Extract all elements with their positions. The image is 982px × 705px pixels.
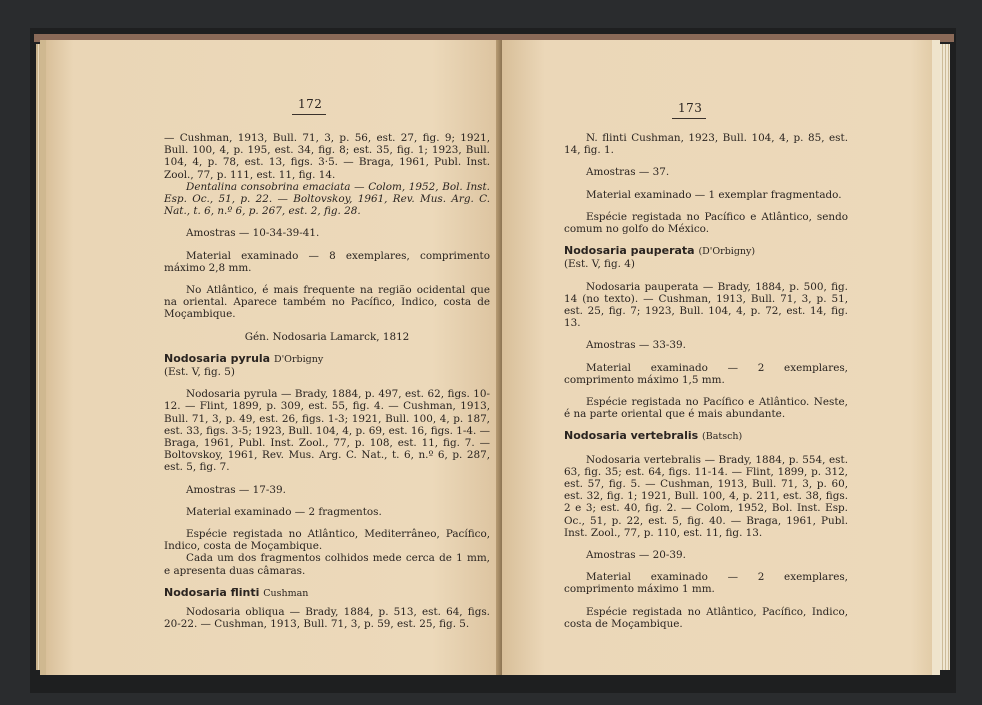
- species-author: (Batsch): [702, 431, 743, 443]
- species-name: Nodosaria vertebralis: [564, 429, 699, 443]
- samples-line: Amostras — 10-34-39-41.: [186, 227, 320, 240]
- distribution-paragraph: Espécie registada no Pacífico e Atlântico. Neste, é na parte oriental que é mais abundante.: [564, 396, 848, 421]
- samples-line: Amostras — 17-39.: [186, 483, 286, 496]
- page-edges-right: [940, 44, 950, 670]
- samples-line: Amostras — 37.: [586, 166, 670, 179]
- material-line: Material examinado — 2 fragmentos.: [186, 505, 382, 518]
- left-page-text: [164, 132, 490, 631]
- species-title: [564, 430, 848, 443]
- distribution-paragraph: Espécie registada no Pacífico e Atlântico, sendo comum no golfo do México.: [564, 210, 848, 236]
- synonymy-paragraph: Nodosaria pauperata — Brady, 1884, p. 500, fig. 14 (no texto). — Cushman, 1913, Bull. 71, 3, p. 51, est. 25, fig. 7; 1923, Bull. 104, 4, p. 72, est. 14, fig. 13.: [564, 280, 848, 330]
- notes-paragraph: Cada um dos fragmentos colhidos mede cerca de 1 mm, e apresenta duas câmaras.: [164, 552, 490, 577]
- left-page: [40, 40, 500, 675]
- species-name: Nodosaria pyrula: [164, 351, 271, 365]
- distribution-paragraph: No Atlântico, é mais frequente na região ocidental que na oriental. Aparece também no Pacífico, Indico, costa de Moçambique.: [164, 284, 490, 321]
- plate-reference: (Est. V, fig. 5): [164, 366, 235, 379]
- samples-line: Amostras — 33-39.: [586, 339, 686, 352]
- species-name: Nodosaria flinti: [164, 585, 260, 599]
- species-author: Cushman: [263, 587, 309, 599]
- right-page-text: [564, 132, 848, 630]
- species-title: [164, 587, 490, 600]
- citation-paragraph: — Cushman, 1913, Bull. 71, 3, p. 56, est. 27, fig. 9; 1921, Bull. 100, 4, p. 195, est. 34, fig. 8; est. 35, fig. 1; 1923, Bull. 104, 4, p. 78, est. 13, figs. 3·5. — Braga, 1961, Publ. Inst. Zool., 77, p. 111, est. 11, fig. 14.: [164, 132, 490, 181]
- right-page: [502, 40, 940, 675]
- samples-line: Amostras — 20-39.: [586, 549, 686, 562]
- synonymy-paragraph: Nodosaria vertebralis — Brady, 1884, p. 554, est. 63, fig. 35; est. 64, figs. 11-14. — Flint, 1899, p. 312, est. 57, fig. 5. — Cushman, 1913, Bull. 71, 3, p. 60, est. 32, fig. 1; 1921, Bull. 100, 4, p. 211, est. 38, figs. 2 e 3; est. 40, fig. 2. — Colom, 1952, Bol. Inst. Esp. Oc., 51, p. 22, est. 5, fig. 40. — Braga, 1961, Publ. Inst. Zool., 77, p. 110, est. 11, fig. 13.: [564, 453, 848, 539]
- material-line: Material examinado — 8 exemplares, comprimento máximo 2,8 mm.: [164, 249, 490, 274]
- synonymy-paragraph: Nodosaria pyrula — Brady, 1884, p. 497, est. 62, figs. 10-12. — Flint, 1899, p. 309, est. 55, fig. 4. — Cushman, 1913, Bull. 71, 3, p. 49, est. 26, figs. 1-3; 1921, Bull. 100, 4, p. 187, est. 33, figs. 3-5; 1923, Bull. 104, 4, p. 69, est. 16, figs. 1-4. — Braga, 1961, Publ. Inst. Zool., 77, p. 108, est. 11, fig. 7. — Boltovskoy, 1961, Rev. Mus. Arg. C. Nat., t. 6, n.º 6, p. 287, est. 5, fig. 7.: [164, 388, 490, 474]
- page-number: 173: [678, 101, 703, 115]
- synonymy-paragraph: Nodosaria obliqua — Brady, 1884, p. 513, est. 64, figs. 20-22. — Cushman, 1913, Bull. 71, 3, p. 59, est. 25, fig. 5.: [164, 606, 490, 631]
- species-title: [164, 353, 490, 366]
- species-name: Nodosaria pauperata: [564, 244, 695, 258]
- distribution-paragraph: Espécie registada no Atlântico, Pacífico, Indico, costa de Moçambique.: [564, 605, 848, 630]
- page-number-rule: [292, 114, 326, 115]
- species-title: [564, 245, 848, 258]
- material-line: Material examinado — 2 exemplares, comprimento máximo 1 mm.: [564, 571, 848, 596]
- distribution-paragraph: Espécie registada no Atlântico, Mediterrâneo, Pacífico, Indico, costa de Moçambique.: [164, 528, 490, 553]
- species-author: D'Orbigny: [273, 353, 324, 365]
- page-number-rule: [672, 118, 706, 119]
- plate-reference: (Est. V, fig. 4): [564, 258, 635, 271]
- genus-heading: Gén. Nodosaria Lamarck, 1812: [244, 330, 410, 343]
- page-number: 172: [298, 97, 323, 111]
- citation-paragraph: N. flinti Cushman, 1923, Bull. 104, 4, p. 85, est. 14, fig. 1.: [564, 132, 848, 157]
- material-line: Material examinado — 2 exemplares, comprimento máximo 1,5 mm.: [564, 361, 848, 386]
- species-author: (D'Orbigny): [698, 246, 756, 258]
- synonym-paragraph: Dentalina consobrina emaciata — Colom, 1952, Bol. Inst. Esp. Oc., 51, p. 22. — Boltovskoy, 1961, Rev. Mus. Arg. C. Nat., t. 6, n.º 6, p. 267, est. 2, fig. 28.: [164, 180, 490, 218]
- material-line: Material examinado — 1 exemplar fragmentado.: [586, 188, 842, 201]
